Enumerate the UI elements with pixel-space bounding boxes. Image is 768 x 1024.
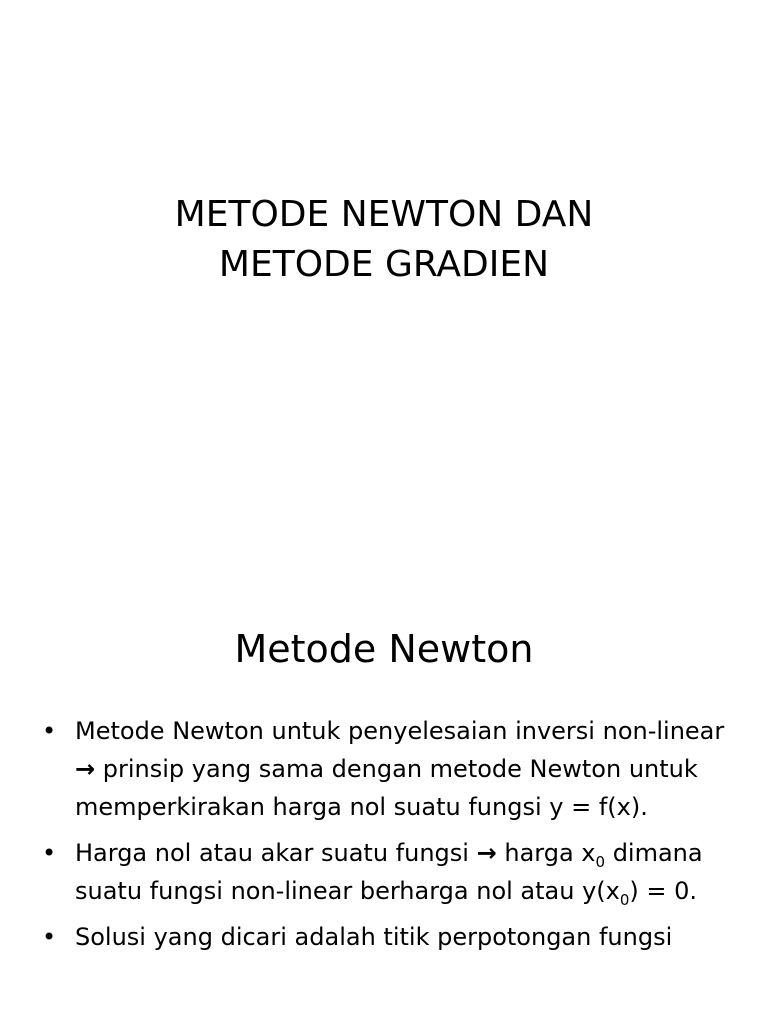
bullet-2-text-middle: harga x [504,839,596,867]
bullet-list [42,712,732,964]
right-arrow-icon: → [75,755,96,783]
bullet-2-text-continued: dimana suatu fungsi non-linear berharga nol atau y(x [75,839,703,905]
subscript-zero: 0 [595,852,606,871]
subscript-zero: 0 [619,890,630,909]
bullet-3-text: Solusi yang dicari adalah titik perpotongan fungsi [75,923,673,951]
bullet-item-2 [42,834,732,910]
bullet-2-text-start: Harga nol atau akar suatu fungsi [75,839,469,867]
section-title: Metode Newton [234,627,534,671]
bullet-2-text-end: ) = 0. [629,877,698,905]
main-title [0,190,768,290]
bullet-1-text-start: Metode Newton untuk penyelesaian inversi non-linear [75,717,725,745]
right-arrow-icon: → [476,839,497,867]
main-title-line-1: METODE NEWTON DAN [174,194,594,235]
bullet-icon: • [42,839,57,867]
content-slide [0,576,768,1024]
bullet-icon: • [42,923,57,951]
bullet-1-text-end: prinsip yang sama dengan metode Newton untuk memperkirakan harga nol suatu fungsi y = f(x). [75,755,698,821]
main-title-line-2: METODE GRADIEN [218,244,550,285]
bullet-icon: • [42,717,57,745]
bullet-item-3 [42,918,732,956]
bullet-item-1 [42,712,732,826]
